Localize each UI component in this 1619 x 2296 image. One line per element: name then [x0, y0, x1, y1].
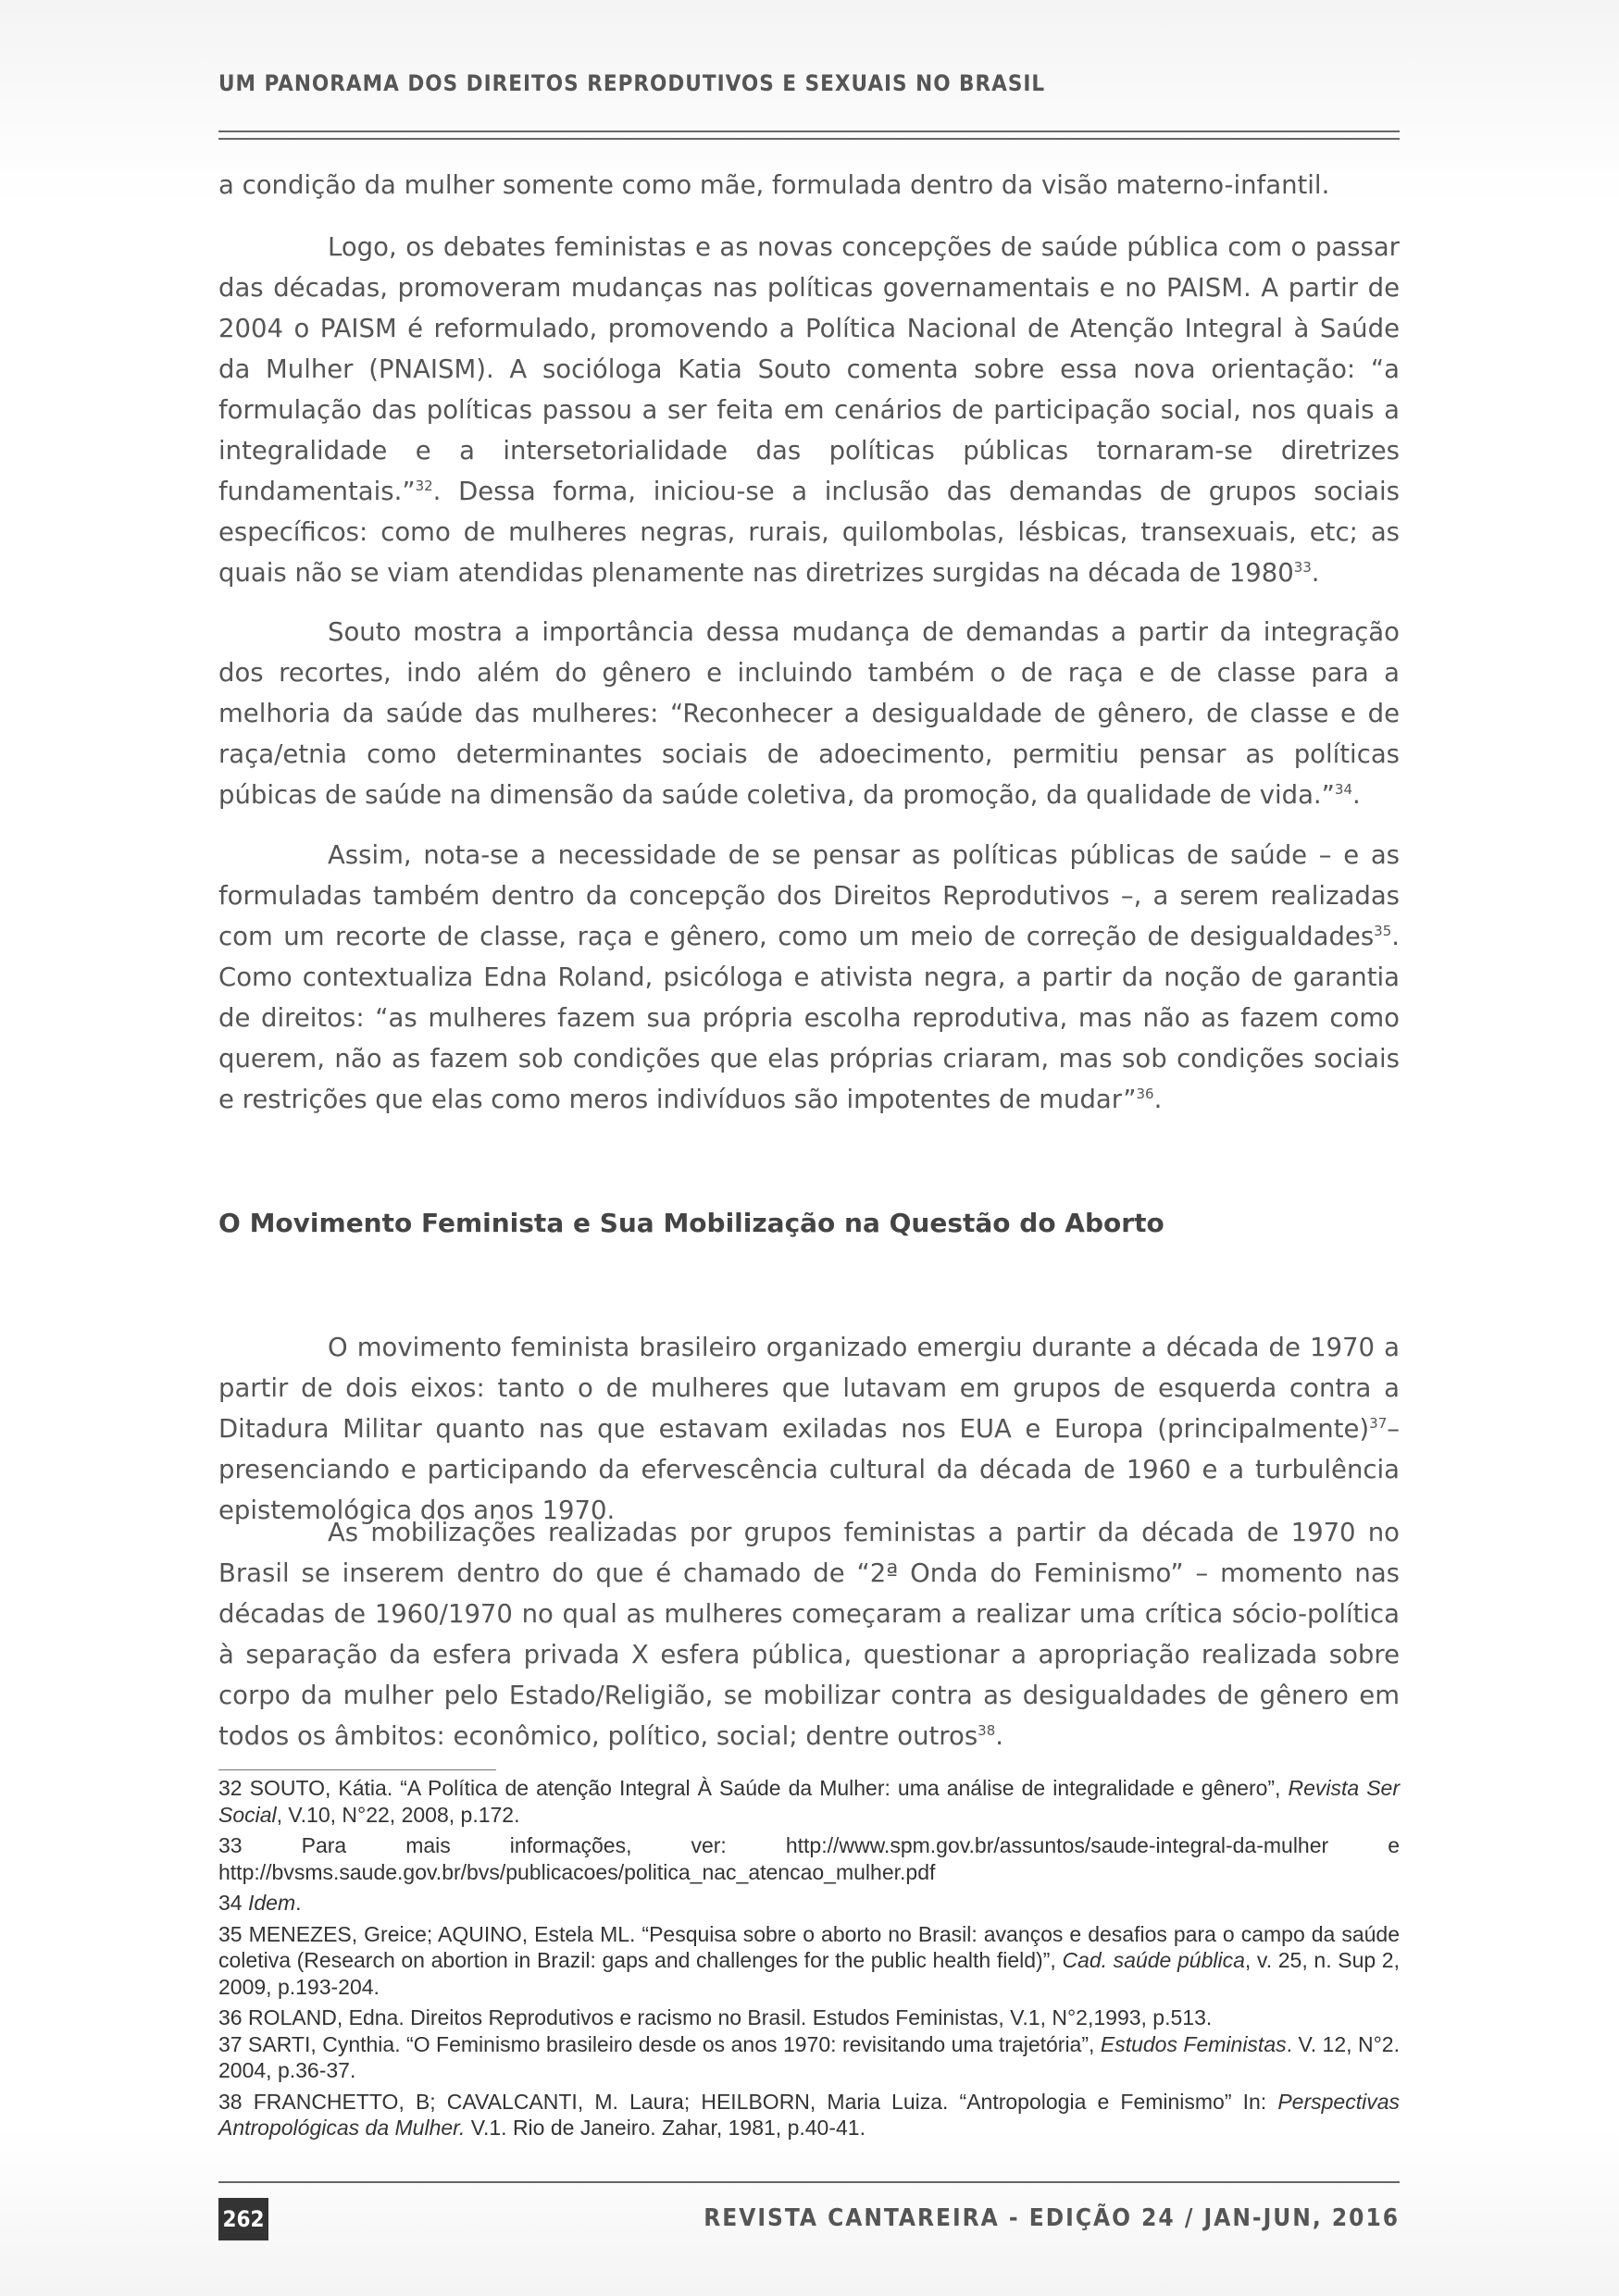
footnote-text: V.1. Rio de Janeiro. Zahar, 1981, p.40-41.	[465, 2116, 866, 2140]
paragraph-text: As mobilizações realizadas por grupos feministas a partir da década de 1970 no Brasil se inserem dentro do que é chamado de “2ª Onda do Feminismo” – momento nas décadas de 1960/1970 no qual as mulheres começaram a realizar uma crítica sócio-política à separação da esfera privada X esfera pública, questionar a apropriação realizada sobre corpo da mulher pelo Estado/Religião, se mobilizar contra as desigualdades de gênero em todos os âmbitos: econômico, político, social; dentre outros	[218, 1518, 1400, 1751]
paragraph-text: .	[995, 1721, 1004, 1751]
paragraph-text: Assim, nota-se a necessidade de se pensar as políticas públicas de saúde – e as formuladas também dentro da concepção dos Direitos Reprodutivos –, a serem realizadas com um recorte de classe, raça e gênero, como um meio de correção de desigualdades	[218, 840, 1400, 951]
paragraph-text: . Dessa forma, iniciou-se a inclusão das demandas de grupos sociais específicos: como de mulheres negras, rurais, quilombolas, lésbicas, transexuais, etc; as quais não se viam atendidas plenamente nas diretrizes surgidas na década de 1980	[218, 477, 1400, 588]
footnote-text: , v. 25, n. Sup 2, 2009, p.193-204.	[218, 1948, 1400, 1999]
section-heading-title: Movimento Feminista e Sua Mobilização na Questão do Aborto	[249, 1208, 1164, 1238]
paragraph-text: .	[1311, 558, 1320, 588]
footnote-ref-36[interactable]: 36	[1136, 1085, 1154, 1102]
paragraph-politicas	[218, 835, 1400, 1120]
footnote-italic: Idem	[247, 1891, 296, 1915]
paragraph-text: .	[1352, 780, 1361, 810]
footnote-text: . V. 12, N°2. 2004, p.36-37.	[218, 2031, 1400, 2082]
footnote-36	[218, 2004, 1400, 2031]
footnote-text: .	[295, 1891, 302, 1915]
paragraph-souto	[218, 612, 1400, 815]
footnote-ref-35[interactable]: 35	[1374, 922, 1392, 939]
paragraph-pnaism	[218, 227, 1400, 593]
header-rule-bottom	[218, 138, 1400, 140]
footnote-italic: Revista Ser Social	[218, 1776, 1400, 1827]
paragraph-text: . Como contextualiza Edna Roland, psicóloga e ativista negra, a partir da noção de garantia de direitos: “as mulheres fazem sua própria escolha reprodutiva, mas não as fazem como querem, não as fazem sob condições que elas próprias criaram, mas sob condições sociais e restrições que elas como meros indivíduos são impotentes de mudar”	[218, 922, 1400, 1114]
footnote-ref-37[interactable]: 37	[1369, 1414, 1388, 1432]
paragraph-text: Logo, os debates feministas e as novas concepções de saúde pública com o passar das décadas, promoveram mudanças nas políticas governamentais e no PAISM. A partir de 2004 o PAISM é reformulado, promovendo a Política Nacional de Atenção Integral à Saúde da Mulher (PNAISM). A socióloga Katia Souto comenta sobre essa nova orientação: “a formulação das políticas passou a ser feita em cenários de participação social, nos quais a integralidade e a intersetorialidade das políticas públicas tornaram-se diretrizes fundamentais.”	[218, 232, 1400, 506]
running-footer: REVISTA CANTAREIRA - EDIÇÃO 24 / JAN-JUN, 2016	[704, 2204, 1400, 2232]
header-rule-top	[218, 130, 1400, 132]
paragraph-mobilizacoes	[218, 1512, 1400, 1756]
footnote-text: 37 SARTI, Cynthia. “O Feminismo brasileiro desde os anos 1970: revisitando uma trajetória”,	[218, 2031, 1101, 2056]
section-heading	[218, 1203, 1400, 1244]
paragraph-continued	[218, 165, 1400, 205]
footnote-text: , V.10, N°22, 2008, p.172.	[276, 1802, 520, 1827]
footnote-text: 33 Para mais informações, ver: http://www.spm.gov.br/assuntos/saude-integral-da-mulher e http://bvsms.saude.gov.br/bvs/publicacoes/politica_nac_atencao_mulher.pdf	[218, 1833, 1400, 1884]
footnote-37	[218, 2031, 1400, 2084]
footnote-text: 35 MENEZES, Greice; AQUINO, Estela ML. “Pesquisa sobre o aborto no Brasil: avanços e desafios para o campo da saúde coletiva (Research on abortion in Brazil: gaps and challenges for the public health field)”,	[218, 1921, 1400, 1972]
footnote-ref-32[interactable]: 32	[415, 477, 433, 494]
footnote-text: 34	[218, 1891, 248, 1915]
paragraph-movimento	[218, 1327, 1400, 1531]
page-number: 262	[218, 2198, 268, 2240]
footnote-ref-33[interactable]: 33	[1293, 558, 1312, 576]
footnote-text: 38 FRANCHETTO, B; CAVALCANTI, M. Laura; HEILBORN, Maria Luiza. “Antropologia e Feminismo” In:	[218, 2089, 1278, 2114]
footer-rule	[218, 2181, 1400, 2183]
footnote-ref-38[interactable]: 38	[978, 1721, 996, 1739]
section-heading-prefix: O	[218, 1208, 250, 1238]
paragraph-text: .	[1153, 1085, 1163, 1114]
footnote-ref-34[interactable]: 34	[1334, 780, 1353, 798]
footnote-33	[218, 1832, 1400, 1885]
paragraph-text: – presenciando e participando da efervescência cultural da década de 1960 e a turbulência epistemológica dos anos 1970.	[218, 1414, 1400, 1525]
paragraph-text: a condição da mulher somente como mãe, formulada dentro da visão materno-infantil.	[218, 170, 1330, 200]
footnotes	[218, 1775, 1400, 2146]
footnote-text: 36 ROLAND, Edna. Direitos Reprodutivos e racismo no Brasil. Estudos Feministas, V.1, N°2,1993, p.513.	[218, 2005, 1213, 2029]
footnote-32	[218, 1775, 1400, 1828]
footnote-34	[218, 1890, 1400, 1917]
footnote-italic: Estudos Feministas	[1100, 2031, 1287, 2056]
running-header: UM PANORAMA DOS DIREITOS REPRODUTIVOS E SEXUAIS NO BRASIL	[218, 70, 1046, 96]
footnote-38	[218, 2089, 1400, 2141]
footnote-text: 32 SOUTO, Kátia. “A Política de atenção Integral À Saúde da Mulher: uma análise de integralidade e gênero”,	[218, 1776, 1289, 1800]
paragraph-text: O movimento feminista brasileiro organizado emergiu durante a década de 1970 a partir de dois eixos: tanto o de mulheres que lutavam em grupos de esquerda contra a Ditadura Militar quanto nas que estavam exiladas nos EUA e Europa (principalmente)	[218, 1333, 1400, 1444]
footnote-italic: Cad. saúde pública	[1062, 1948, 1245, 1972]
paragraph-text: Souto mostra a importância dessa mudança de demandas a partir da integração dos recortes, indo além do gênero e incluindo também o de raça e de classe para a melhoria da saúde das mulheres: “Reconhecer a desigualdade de gênero, de classe e de raça/etnia como determinantes sociais de adoecimento, permitiu pensar as políticas púbicas de saúde na dimensão da saúde coletiva, da promoção, da qualidade de vida.”	[218, 617, 1400, 810]
footnote-italic: Perspectivas Antropológicas da Mulher.	[218, 2089, 1400, 2140]
footnote-separator	[218, 1769, 496, 1770]
footnote-35	[218, 1921, 1400, 2001]
